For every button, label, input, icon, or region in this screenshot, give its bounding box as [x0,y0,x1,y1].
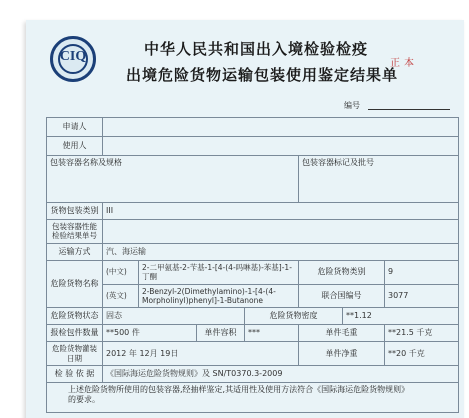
gross-weight-value: **21.5 千克 [385,325,459,342]
certificate-form-table [46,117,459,413]
goods-name-label: 危险货物名称 [47,260,103,308]
packing-category-value: III [103,203,459,220]
user-value [103,137,459,156]
performance-cert-label: 包装容器性能检验结果单号 [47,220,103,244]
un-number-value: 3077 [385,284,459,308]
unit-capacity-label: 单件容积 [197,325,245,342]
container-name-label: 包装容器名称及规格 [47,156,299,203]
conclusion-line-1: 上述危险货物所使用的包装容器,经抽样鉴定,其适用性及使用方法符合《国际海运危险货物规则》 [68,385,410,394]
hazard-class-label: 危险货物类别 [299,260,385,284]
applicant-row [47,118,459,137]
performance-cert-row [47,220,459,244]
unit-capacity-value: *** [245,325,299,342]
container-mark-label: 包装容器标记及批号 [299,156,459,203]
logo-text: CIQ [59,49,87,64]
goods-name-cn-prefix: (中文) [103,260,139,284]
ciq-logo [50,36,96,82]
conclusion-line-2: 的要求。 [68,395,100,404]
conclusion-row [47,383,459,413]
goods-density-value: **1.12 [343,308,459,325]
original-copy-mark: 正本 [390,58,418,69]
goods-state-label: 危险货物状态 [47,308,103,325]
goods-name-row-2 [47,284,459,308]
serial-number-field [368,109,450,110]
basis-row [47,366,459,383]
declared-qty-row [47,325,459,342]
transport-mode-label: 运输方式 [47,243,103,260]
serial-number-label: 编号 [344,101,360,110]
packing-date-label: 危险货物灌装日期 [47,342,103,366]
certificate-title-line2: 出境危险货物运输包装使用鉴定结果单 [126,66,399,84]
container-row [47,156,459,203]
goods-state-value: 固态 [103,308,245,325]
goods-state-row [47,308,459,325]
transport-mode-row [47,243,459,260]
packing-date-value: 2012 年 12月 19日 [103,342,299,366]
hazard-class-value: 9 [385,260,459,284]
basis-value: 《国际海运危险货物规则》及 SN/T0370.3-2009 [103,366,459,383]
applicant-label: 申请人 [47,118,103,137]
net-weight-value: **20 千克 [385,342,459,366]
goods-density-label: 危险货物密度 [245,308,343,325]
declared-qty-label: 报检包件数量 [47,325,103,342]
un-number-label: 联合国编号 [299,284,385,308]
packing-category-label: 货物包装类别 [47,203,103,220]
user-label: 使用人 [47,137,103,156]
performance-cert-value [103,220,459,244]
applicant-value [103,118,459,137]
goods-name-cn: 2-二甲氨基-2-苄基-1-[4-(4-吗啉基)-苯基]-1-丁酮 [139,260,299,284]
certificate-title-line1: 中华人民共和国出入境检验检疫 [144,40,369,58]
goods-name-en: 2-Benzyl-2(Dimethylamino)-1-[4-(4-Morpholinyl)phenyl]-1-Butanone [139,284,299,308]
packing-date-row [47,342,459,366]
net-weight-label: 单件净重 [299,342,385,366]
declared-qty-value: **500 件 [103,325,197,342]
basis-label: 检 验 依 据 [47,366,103,383]
packing-category-row [47,203,459,220]
transport-mode-value: 汽、海运输 [103,243,459,260]
conclusion-text [47,383,459,413]
goods-name-en-prefix: (英文) [103,284,139,308]
gross-weight-label: 单件毛重 [299,325,385,342]
goods-name-row-1 [47,260,459,284]
certificate-paper [26,20,464,418]
user-row [47,137,459,156]
